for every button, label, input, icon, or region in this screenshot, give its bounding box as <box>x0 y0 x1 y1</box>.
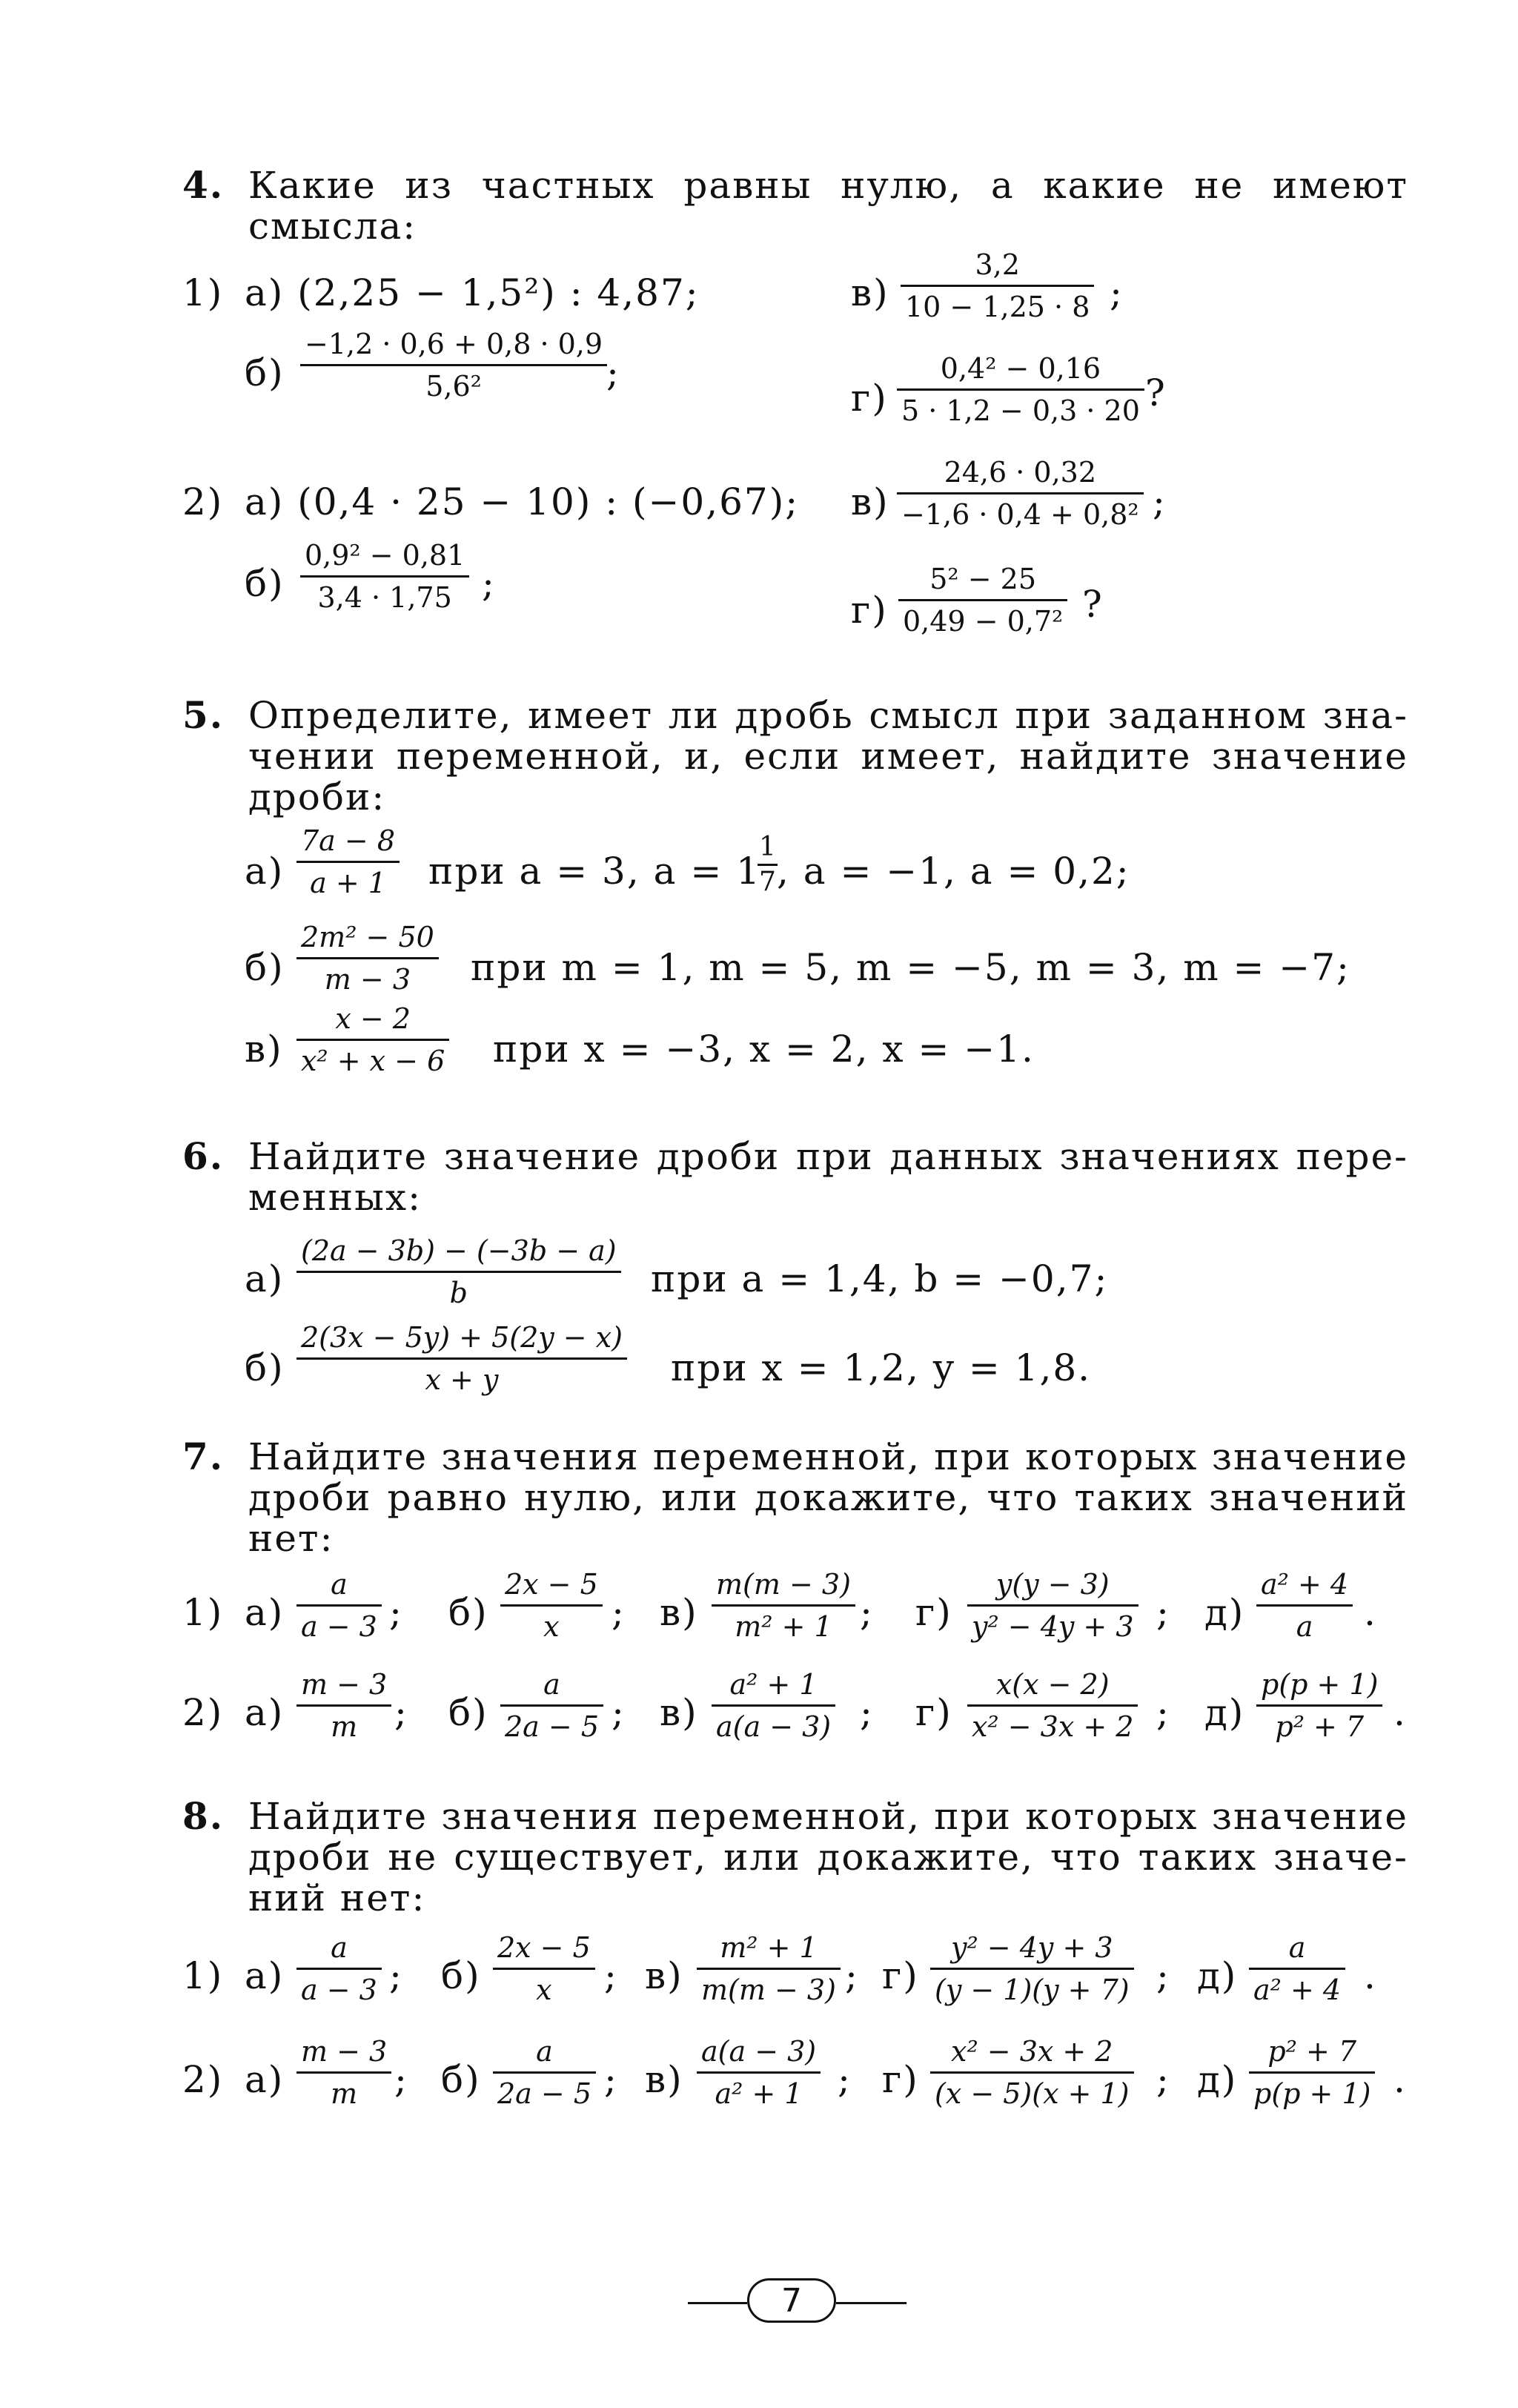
item-label: г) <box>915 1591 952 1634</box>
item-end: ; <box>1156 1591 1170 1634</box>
numerator: a <box>536 2035 553 2068</box>
numerator: 0,4² − 0,16 <box>940 352 1101 385</box>
problem-4-1b-fraction <box>300 328 607 403</box>
numerator: 3,2 <box>975 248 1020 281</box>
problem-7-text-line2: дроби равно нулю, или докажите, что таких значений <box>248 1476 1408 1519</box>
problem-4-2v-label: в) <box>851 480 889 523</box>
item-fraction <box>1256 1570 1353 1641</box>
item-end: . <box>1364 1591 1377 1634</box>
problem-4-1a: а) (2,25 − 1,5²) : 4,87; <box>245 271 700 314</box>
problem-4-number: 4. <box>182 163 225 207</box>
item-fraction <box>500 1570 603 1641</box>
problem-6b-label: б) <box>245 1346 285 1389</box>
problem-5b-condition: при m = 1, m = 5, m = −5, m = 3, m = −7; <box>471 946 1350 989</box>
numerator: m(m − 3) <box>716 1568 851 1601</box>
numerator: a² + 1 <box>729 1668 818 1701</box>
numerator: a <box>543 1668 560 1701</box>
numerator: a <box>331 1931 348 1964</box>
denominator: 2a − 5 <box>505 1710 600 1743</box>
problem-6b-fraction <box>296 1323 627 1394</box>
numerator: 2x − 5 <box>505 1568 598 1601</box>
item-label: г) <box>882 2058 919 2101</box>
problem-8-row1-label: 1) <box>182 1954 224 1997</box>
numerator: y(y − 3) <box>995 1568 1110 1601</box>
problem-6-text-line1: Найдите значение дроби при данных значениях пере- <box>248 1135 1408 1178</box>
item-fraction <box>712 1670 835 1741</box>
numerator: 1 <box>759 832 776 862</box>
problem-4-1v-fraction <box>901 248 1094 323</box>
numerator: a <box>331 1568 348 1601</box>
denominator: m(m − 3) <box>701 1974 836 2006</box>
problem-5a-label: а) <box>245 850 285 893</box>
numerator: m² + 1 <box>720 1931 818 1964</box>
item-end: . <box>1393 2058 1407 2101</box>
item-end: ; <box>1156 1691 1170 1734</box>
problem-5v-condition: при x = −3, x = 2, x = −1. <box>493 1028 1035 1071</box>
problem-4-text-line1: Какие из частных равны нулю, а какие не имеют <box>248 164 1408 207</box>
item-fraction <box>930 1931 1134 2006</box>
item-label: в) <box>645 2058 683 2101</box>
problem-7-row2-label: 2) <box>182 1691 224 1734</box>
problem-4-2a: а) (0,4 · 25 − 10) : (−0,67); <box>245 480 800 523</box>
problem-8-text-line1: Найдите значения переменной, при которых значение <box>248 1795 1408 1838</box>
denominator: −1,6 · 0,4 + 0,8² <box>901 498 1139 531</box>
problem-4-2g-label: г) <box>851 589 888 632</box>
item-label: в) <box>660 1591 698 1634</box>
item-fraction <box>493 1931 595 2006</box>
numerator: a <box>1288 1931 1306 1964</box>
numerator: a² + 4 <box>1261 1568 1349 1601</box>
item-fraction <box>493 2037 596 2108</box>
numerator: 7a − 8 <box>301 824 396 857</box>
denominator: a <box>1296 1610 1313 1643</box>
problem-4-1g-end: ? <box>1145 371 1167 414</box>
problem-5a-condition <box>428 850 761 893</box>
item-label: в) <box>645 1954 683 1997</box>
item-label: а) <box>245 2058 285 2101</box>
item-fraction <box>500 1670 603 1741</box>
numerator: p² + 7 <box>1267 2035 1357 2068</box>
item-label: д) <box>1197 2058 1238 2101</box>
item-end: ; <box>611 1591 626 1634</box>
item-end: ; <box>394 1691 408 1734</box>
item-label: д) <box>1204 1591 1245 1634</box>
page-number <box>747 2278 836 2323</box>
item-fraction <box>296 1931 382 2006</box>
item-fraction <box>1256 1670 1382 1741</box>
numerator: x − 2 <box>335 1002 411 1035</box>
item-end: . <box>1364 1954 1377 1997</box>
problem-4-2b-end: ; <box>482 562 496 605</box>
problem-5-text-line1: Определите, имеет ли дробь смысл при заданном зна- <box>248 694 1408 737</box>
denominator: x² + x − 6 <box>301 1045 445 1077</box>
problem-4-row1-label: 1) <box>182 271 224 314</box>
denominator: a + 1 <box>310 867 386 899</box>
denominator: x <box>543 1610 560 1643</box>
denominator: a² + 4 <box>1253 1974 1342 2006</box>
problem-4-2b-fraction <box>300 541 469 612</box>
item-end: ; <box>611 1691 626 1734</box>
item-label: в) <box>660 1691 698 1734</box>
numerator: m − 3 <box>301 2035 388 2068</box>
problem-4-text-line2: смысла: <box>248 205 417 248</box>
item-label: б) <box>441 2058 481 2101</box>
item-fraction <box>296 1670 391 1741</box>
item-end: ; <box>1156 2058 1170 2101</box>
denominator: 5 · 1,2 − 0,3 · 20 <box>901 394 1140 427</box>
denominator: p(p + 1) <box>1253 2077 1371 2110</box>
problem-7-row1-label: 1) <box>182 1591 224 1634</box>
item-fraction <box>967 1670 1138 1741</box>
item-label: а) <box>245 1691 285 1734</box>
item-fraction <box>1249 1931 1345 2006</box>
problem-7-text-line3: нет: <box>248 1517 334 1560</box>
item-label: г) <box>882 1954 919 1997</box>
numerator: x² − 3x + 2 <box>951 2035 1113 2068</box>
item-end: ; <box>860 1591 874 1634</box>
page-number-text: 7 <box>781 2281 802 2320</box>
item-label: д) <box>1197 1954 1238 1997</box>
item-label: б) <box>441 1954 481 1997</box>
item-fraction <box>697 1931 841 2006</box>
item-end: ; <box>389 1591 403 1634</box>
item-fraction <box>1249 2037 1375 2108</box>
numerator: y² − 4y + 3 <box>951 1931 1113 1964</box>
item-fraction <box>967 1570 1138 1641</box>
page-number-line-left <box>688 2302 747 2304</box>
denominator: y² − 4y + 3 <box>972 1610 1134 1643</box>
item-end: ; <box>838 2058 852 2101</box>
problem-4-row2-label: 2) <box>182 480 224 523</box>
denominator: x + y <box>425 1363 499 1396</box>
denominator: 10 − 1,25 · 8 <box>905 291 1090 323</box>
problem-8-number: 8. <box>182 1794 225 1838</box>
problem-4-1b-end: ; <box>606 351 620 394</box>
denominator: a(a − 3) <box>716 1710 832 1743</box>
numerator: (2a − 3b) − (−3b − a) <box>301 1234 617 1267</box>
problem-4-2b-label: б) <box>245 562 285 605</box>
numerator: 5² − 25 <box>929 563 1037 595</box>
problem-5b-fraction <box>296 921 439 996</box>
problem-7-text-line1: Найдите значения переменной, при которых значение <box>248 1435 1408 1478</box>
item-end: ; <box>604 2058 618 2101</box>
item-end: ; <box>604 1954 618 1997</box>
denominator: 2a − 5 <box>497 2077 592 2110</box>
problem-6a-fraction <box>296 1234 621 1309</box>
problem-5b-label: б) <box>245 946 285 989</box>
numerator: 0,9² − 0,81 <box>305 539 465 572</box>
numerator: 2x − 5 <box>497 1931 591 1964</box>
denominator: (x − 5)(x + 1) <box>935 2077 1130 2110</box>
problem-6b-condition: при x = 1,2, y = 1,8. <box>671 1346 1092 1389</box>
problem-8-text-line2: дроби не существует, или докажите, что таких значе- <box>248 1836 1408 1879</box>
denominator: m² + 1 <box>735 1610 832 1643</box>
item-end: ; <box>389 1954 403 1997</box>
problem-4-2g-end: ? <box>1082 583 1104 626</box>
item-label: б) <box>448 1591 488 1634</box>
problem-5-number: 5. <box>182 693 225 737</box>
denominator: m − 3 <box>324 963 411 996</box>
item-fraction <box>296 1570 382 1641</box>
numerator: p(p + 1) <box>1261 1668 1379 1701</box>
problem-5-text-line3: дроби: <box>248 775 386 818</box>
item-end: ; <box>394 2058 408 2101</box>
item-fraction <box>697 2037 821 2108</box>
item-fraction <box>296 2037 391 2108</box>
problem-4-1g-fraction <box>897 354 1144 425</box>
item-label: а) <box>245 1591 285 1634</box>
problem-6-text-line2: менных: <box>248 1176 422 1219</box>
denominator: a² + 1 <box>715 2077 803 2110</box>
problem-6a-condition: при a = 1,4, b = −0,7; <box>651 1257 1109 1300</box>
denominator: (y − 1)(y + 7) <box>935 1974 1130 2006</box>
item-label: а) <box>245 1954 285 1997</box>
problem-6a-label: а) <box>245 1257 285 1300</box>
problem-4-1b-label: б) <box>245 351 285 394</box>
problem-5v-label: в) <box>245 1028 283 1071</box>
numerator: 2(3x − 5y) + 5(2y − x) <box>301 1321 623 1354</box>
problem-4-2v-end: ; <box>1153 480 1167 523</box>
denominator: 7 <box>759 867 776 897</box>
numerator: a(a − 3) <box>701 2035 817 2068</box>
problem-4-1g-label: г) <box>851 377 888 420</box>
denominator: 0,49 − 0,7² <box>903 605 1064 638</box>
numerator: m − 3 <box>301 1668 388 1701</box>
denominator: x² − 3x + 2 <box>972 1710 1134 1743</box>
condition-text: при a = 3, a = 1 <box>428 850 761 893</box>
numerator: x(x − 2) <box>995 1668 1110 1701</box>
denominator: a − 3 <box>301 1974 377 2006</box>
item-fraction <box>712 1570 855 1641</box>
problem-5a-condition-rest: , a = −1, a = 0,2; <box>777 850 1130 893</box>
problem-5a-fraction <box>296 824 400 899</box>
item-fraction <box>930 2037 1134 2108</box>
denominator: p² + 7 <box>1275 1710 1365 1743</box>
denominator: 3,4 · 1,75 <box>317 581 452 614</box>
numerator: 2m² − 50 <box>301 921 434 953</box>
problem-7-number: 7. <box>182 1435 225 1478</box>
page-number-line-right <box>836 2302 907 2304</box>
numerator: −1,2 · 0,6 + 0,8 · 0,9 <box>305 328 603 360</box>
denominator: m <box>331 1710 358 1743</box>
item-label: г) <box>915 1691 952 1734</box>
denominator: m <box>331 2077 358 2110</box>
denominator: 5,6² <box>425 370 482 403</box>
problem-5-text-line2: чении переменной, и, если имеет, найдите значение <box>248 735 1408 778</box>
problem-5v-fraction <box>296 1002 449 1077</box>
item-end: . <box>1393 1691 1407 1734</box>
mixed-number-fraction <box>758 834 778 896</box>
denominator: b <box>449 1277 468 1309</box>
item-end: ; <box>1156 1954 1170 1997</box>
denominator: x <box>536 1974 552 2006</box>
numerator: 24,6 · 0,32 <box>944 456 1097 489</box>
item-end: ; <box>860 1691 874 1734</box>
denominator: a − 3 <box>301 1610 377 1643</box>
problem-8-text-line3: ний нет: <box>248 1876 426 1919</box>
problem-6-number: 6. <box>182 1134 225 1178</box>
problem-8-row2-label: 2) <box>182 2058 224 2101</box>
item-label: б) <box>448 1691 488 1734</box>
problem-4-1v-end: ; <box>1110 271 1124 314</box>
item-label: д) <box>1204 1691 1245 1734</box>
problem-4-2g-fraction <box>898 563 1067 638</box>
problem-4-2v-fraction <box>897 458 1144 529</box>
problem-4-1v-label: в) <box>851 271 889 314</box>
item-end: ; <box>845 1954 859 1997</box>
